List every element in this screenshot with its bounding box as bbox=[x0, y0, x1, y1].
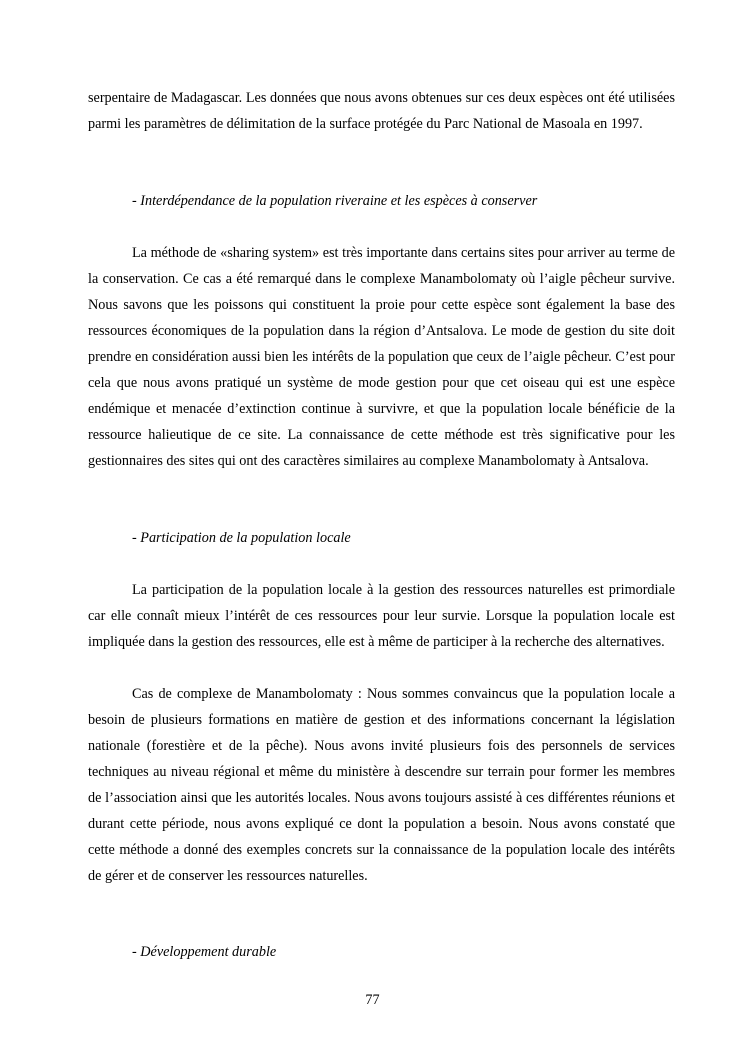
page-number: 77 bbox=[365, 992, 380, 1008]
section-heading-interdependance: - Interdépendance de la population riveraine et les espèces à conserver bbox=[132, 193, 538, 209]
section-heading-participation: - Participation de la population locale bbox=[132, 530, 351, 546]
paragraph-sharing-system: La méthode de «sharing system» est très importante dans certains sites pour arriver au terme de la conservation. Ce cas a été remarqué dans le complexe Manambolomaty où l’aigle pêcheur survive. Nous savons que les poissons qui constituent la proie pour cette espèce sont également la base des ressources économiques de la population dans la région d’Antsalova. Le mode de gestion du site doit prendre en considération aussi bien les intérêts de la population que ceux de l’aigle pêcheur. C’est pour cela que nous avons pratiqué un système de mode gestion pour que cet oiseau qui est une espèce endémique et menacée d’extinction continue à survivre, et que la population locale bénéficie de la ressource halieutique de ce site. La connaissance de cette méthode est très significative pour les gestionnaires des sites qui ont des caractères similaires au complexe Manambolomaty à Antsalova. bbox=[88, 245, 675, 469]
section-heading-developpement-durable: - Développement durable bbox=[132, 944, 277, 960]
paragraph-manambolomaty-case: Cas de complexe de Manambolomaty : Nous sommes convaincus que la population locale a besoin de plusieurs formations en matière de gestion et des informations concernant la législation nationale (forestière et de la pêche). Nous avons invité plusieurs fois des personnels de services techniques au niveau régional et même du ministère à descendre sur terrain pour former les membres de l’association ainsi que les autorités locales. Nous avons toujours assisté à ces différentes réunions et durant cette période, nous avons expliqué ce dont la population a besoin. Nous avons constaté que cette méthode a donné des exemples concrets sur la connaissance de la population locale des intérêts de gérer et de conserver les ressources naturelles. bbox=[88, 686, 675, 884]
paragraph-masoala-data: serpentaire de Madagascar. Les données que nous avons obtenues sur ces deux espèces ont été utilisées parmi les paramètres de délimitation de la surface protégée du Parc National de Masoala en 1997. bbox=[88, 90, 675, 132]
paragraph-participation: La participation de la population locale à la gestion des ressources naturelles est primordiale car elle connaît mieux l’intérêt de ces ressources pour leur survie. Lorsque la population locale est impliquée dans la gestion des ressources, elle est à même de participer à la recherche des alternatives. bbox=[88, 582, 675, 650]
